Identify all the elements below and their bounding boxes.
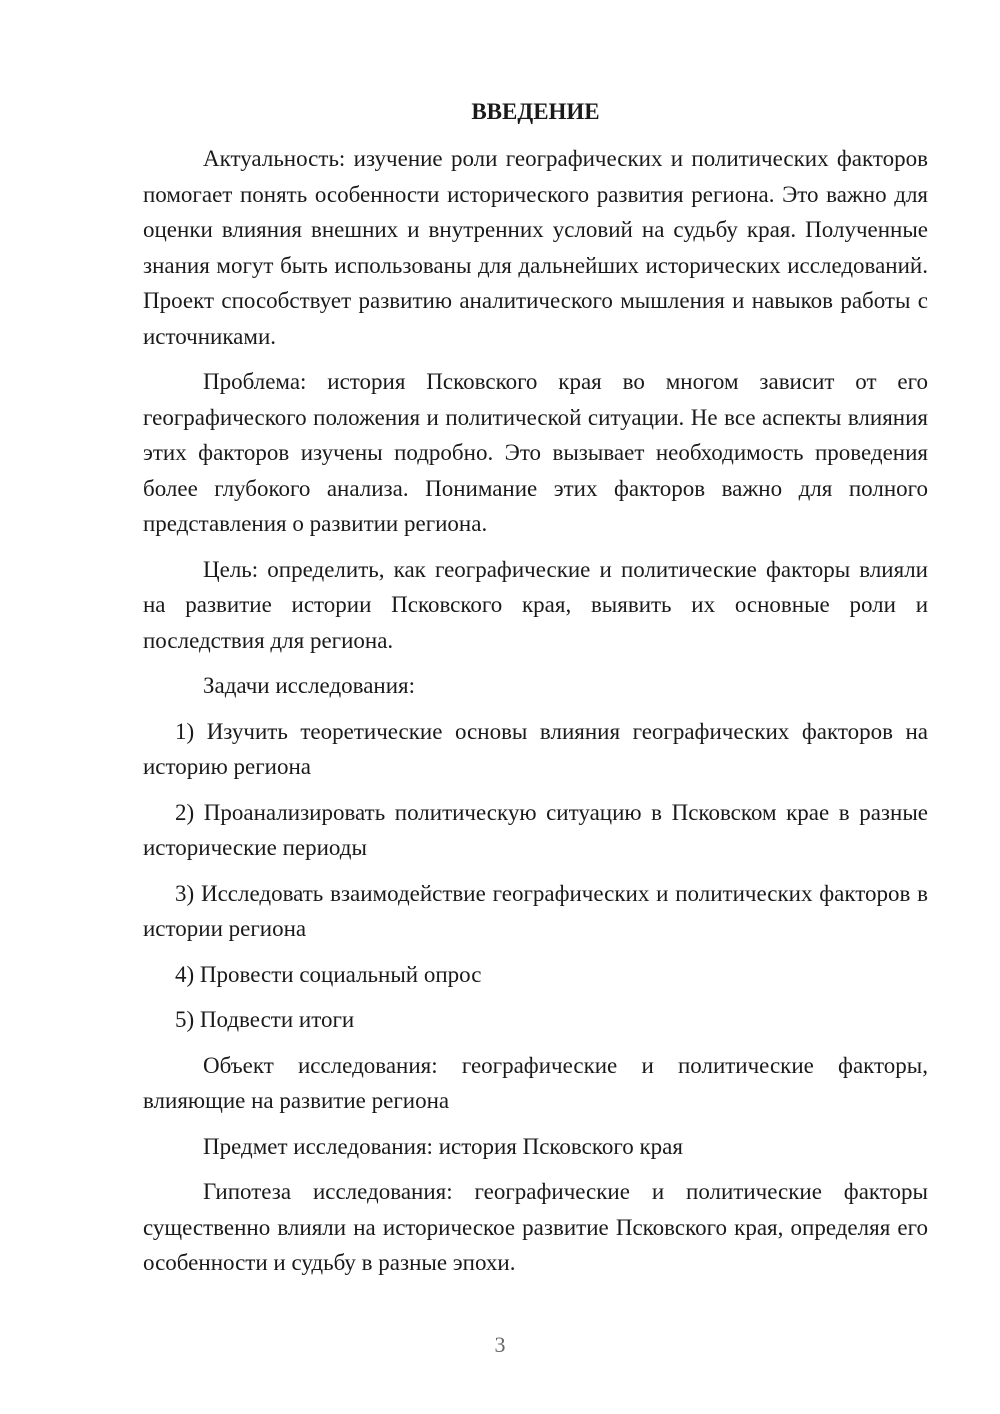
task-item: 2) Проанализировать политическую ситуацию в Псковском крае в разные исторические периоды bbox=[143, 799, 928, 860]
object-paragraph: Объект исследования: географические и политические факторы, влияющие на развитие региона bbox=[143, 1052, 928, 1113]
relevance-paragraph: Актуальность: изучение роли географических и политических факторов помогает понять особенности исторического развития региона. Это важно для оценки влияния внешних и внутренних условий на судьбу края. Полученные знания могут быть использованы для дальнейших исторических исследований. Проект способствует развитию аналитического мышления и навыков работы с источниками. bbox=[143, 146, 928, 349]
goal-paragraph: Цель: определить, как географические и политические факторы влияли на развитие истории Псковского края, выявить их основные роли и последствия для региона. bbox=[143, 556, 928, 653]
task-item: 3) Исследовать взаимодействие географических и политических факторов в истории региона bbox=[143, 880, 928, 941]
hypothesis-paragraph: Гипотеза исследования: географические и политические факторы существенно влияли на историческое развитие Псковского края, определяя его особенности и судьбу в разные эпохи. bbox=[143, 1179, 928, 1275]
page-number: 3 bbox=[494, 1332, 506, 1357]
task-item: 5) Подвести итоги bbox=[175, 1007, 355, 1032]
task-item: 1) Изучить теоретические основы влияния географических факторов на историю региона bbox=[143, 718, 928, 779]
subject-paragraph: Предмет исследования: история Псковского края bbox=[203, 1133, 683, 1159]
section-heading: ВВЕДЕНИЕ bbox=[471, 99, 600, 124]
task-item: 4) Провести социальный опрос bbox=[175, 961, 482, 987]
tasks-title: Задачи исследования: bbox=[203, 673, 416, 698]
page-content bbox=[143, 94, 928, 1291]
problem-paragraph: Проблема: история Псковского края во многом зависит от его географического положения и политической ситуации. Не все аспекты влияния этих факторов изучены подробно. Это вызывает необходимость проведения более глубокого анализа. Понимание этих факторов важно для полного представления о развитии региона. bbox=[143, 369, 928, 536]
